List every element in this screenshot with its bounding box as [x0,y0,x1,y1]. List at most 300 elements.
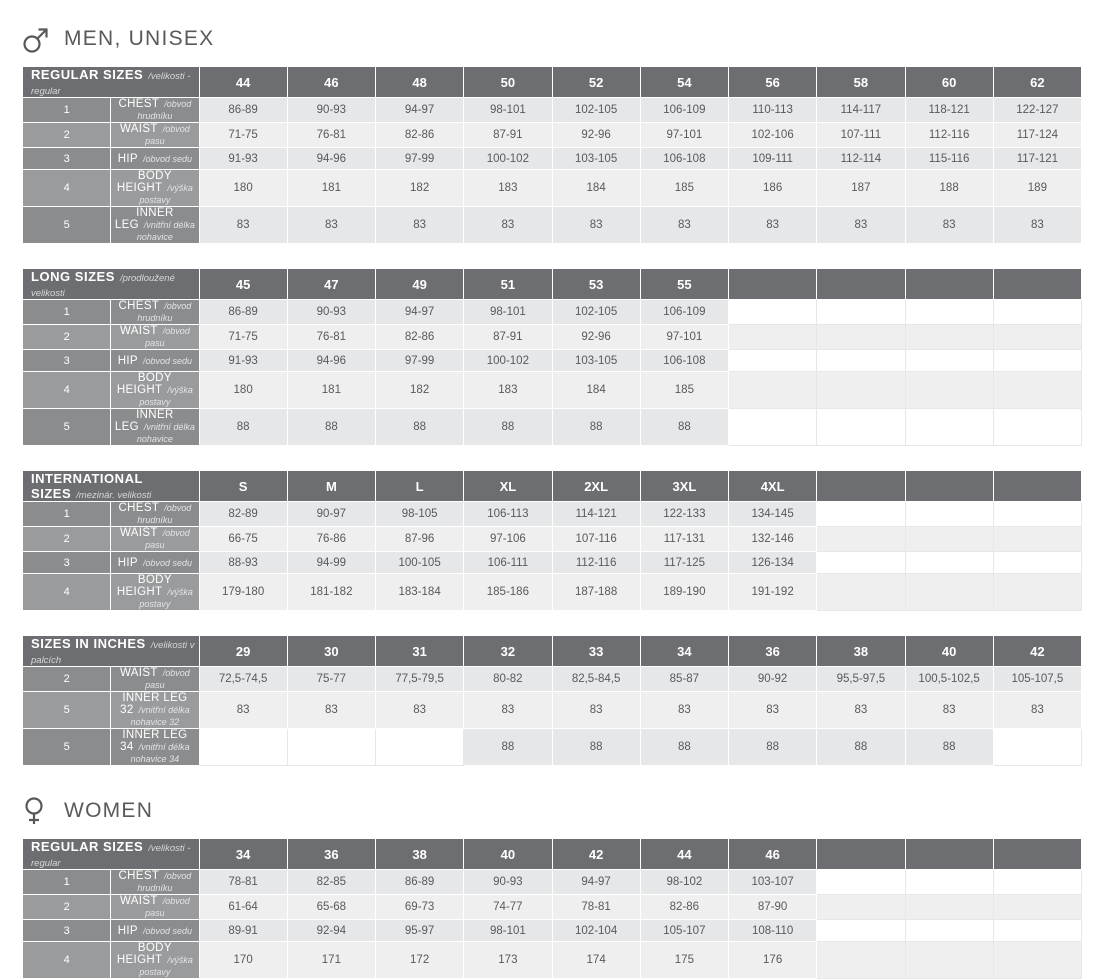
measure-value-cell: 103-105 [552,148,640,170]
size-column-header: 32 [464,636,552,667]
table-row [23,325,1082,350]
row-measure-label [111,942,199,979]
measure-name-cz: /výška postavy [139,587,193,609]
measure-value-cell: 83 [993,207,1081,244]
table-category [23,269,200,300]
measure-value-cell: 76-81 [287,123,375,148]
measure-value-cell: 106-108 [640,148,728,170]
measure-value-cell: 174 [552,942,640,979]
measure-value-cell [729,350,817,372]
row-measure-label [111,148,199,170]
measure-value-cell: 85-87 [640,667,728,692]
row-measure-label [111,170,199,207]
row-measure-label [111,409,199,446]
measure-value-cell [905,372,993,409]
size-column-header: XL [464,471,552,502]
size-column-header: 58 [817,67,905,98]
size-column-header [905,269,993,300]
category-sublabel: /velikosti - regular [31,71,191,97]
table-row [23,300,1082,325]
measure-value-cell: 87-96 [376,527,464,552]
measure-value-cell [817,920,905,942]
row-measure-label [111,98,199,123]
measure-name-cz: /výška postavy [139,385,193,407]
measure-value-cell: 184 [552,170,640,207]
size-table-men-international [22,470,1082,611]
size-column-header: L [376,471,464,502]
measure-value-cell: 98-102 [640,870,728,895]
table-header-row [23,839,1082,870]
measure-value-cell [729,409,817,446]
measure-value-cell: 188 [905,170,993,207]
measure-name: HIP [117,556,138,569]
measure-name: HIP [117,924,138,937]
measure-name-cz: /obvod hrudníku [137,301,192,323]
row-number: 3 [23,350,111,372]
measure-value-cell: 103-107 [729,870,817,895]
measure-value-cell [817,574,905,611]
size-column-header: 3XL [640,471,728,502]
measure-value-cell: 83 [376,692,464,729]
size-column-header: 51 [464,269,552,300]
size-column-header [905,839,993,870]
measure-name-cz: /obvod pasu [145,528,190,550]
measure-name-cz: /obvod pasu [145,326,190,348]
measure-value-cell: 183 [464,170,552,207]
measure-value-cell: 80-82 [464,667,552,692]
row-number: 2 [23,325,111,350]
row-measure-label [111,729,199,766]
measure-name-cz: /obvod pasu [145,896,190,918]
measure-name: INNER LEG [114,207,174,231]
measure-value-cell: 87-91 [464,123,552,148]
measure-value-cell: 122-127 [993,98,1081,123]
measure-name: WAIST [120,325,158,337]
measure-value-cell: 88 [552,729,640,766]
row-number: 1 [23,300,111,325]
size-column-header: 33 [552,636,640,667]
measure-value-cell: 189-190 [640,574,728,611]
measure-value-cell [729,372,817,409]
size-column-header: 34 [199,839,287,870]
row-number: 4 [23,372,111,409]
measure-value-cell [905,502,993,527]
measure-value-cell: 100-105 [376,552,464,574]
measure-value-cell: 191-192 [729,574,817,611]
measure-value-cell: 98-101 [464,98,552,123]
size-column-header: 50 [464,67,552,98]
measure-name: HIP [117,354,138,367]
measure-value-cell [817,870,905,895]
measure-value-cell: 88 [376,409,464,446]
table-category [23,839,200,870]
measure-name: INNER LEG [114,409,174,433]
measure-name-cz: /obvod hrudníku [137,503,192,525]
size-column-header: 29 [199,636,287,667]
measure-value-cell: 186 [729,170,817,207]
category-label: REGULAR SIZES [31,839,144,854]
measure-value-cell: 105-107 [640,920,728,942]
row-number: 1 [23,98,111,123]
measure-name: HIP [117,152,138,165]
measure-value-cell: 82-89 [199,502,287,527]
measure-value-cell [905,325,993,350]
measure-value-cell: 82-86 [376,123,464,148]
measure-name: BODY HEIGHT [116,942,172,966]
row-measure-label [111,372,199,409]
measure-value-cell: 83 [640,207,728,244]
measure-value-cell [993,502,1081,527]
measure-value-cell: 88 [640,729,728,766]
measure-value-cell: 106-109 [640,300,728,325]
measure-value-cell: 182 [376,170,464,207]
measure-value-cell: 117-124 [993,123,1081,148]
measure-value-cell: 83 [376,207,464,244]
measure-value-cell: 98-101 [464,920,552,942]
table-row [23,123,1082,148]
size-column-header: 40 [464,839,552,870]
measure-name: INNER LEG 32 [120,692,188,716]
table-category [23,636,200,667]
measure-name: WAIST [120,527,158,539]
measure-value-cell [376,729,464,766]
measure-value-cell: 86-89 [199,300,287,325]
measure-value-cell: 106-113 [464,502,552,527]
measure-value-cell: 181-182 [287,574,375,611]
table-row [23,895,1082,920]
table-row [23,98,1082,123]
measure-value-cell: 94-97 [376,98,464,123]
measure-name-cz: /obvod pasu [145,124,190,146]
measure-value-cell: 100-102 [464,350,552,372]
measure-value-cell: 175 [640,942,728,979]
measure-value-cell: 94-96 [287,350,375,372]
measure-value-cell: 87-90 [729,895,817,920]
measure-value-cell: 86-89 [199,98,287,123]
measure-value-cell: 97-101 [640,123,728,148]
row-measure-label [111,502,199,527]
row-number: 1 [23,502,111,527]
size-column-header: 40 [905,636,993,667]
measure-value-cell: 176 [729,942,817,979]
size-column-header [993,471,1081,502]
measure-value-cell: 102-104 [552,920,640,942]
size-table-men-long [22,268,1082,446]
measure-value-cell: 88 [729,729,817,766]
row-measure-label [111,552,199,574]
measure-value-cell: 117-125 [640,552,728,574]
measure-value-cell: 106-109 [640,98,728,123]
size-column-header: 45 [199,269,287,300]
category-label: SIZES IN INCHES [31,636,146,651]
measure-value-cell: 118-121 [905,98,993,123]
measure-name: CHEST [118,870,160,882]
measure-value-cell: 110-113 [729,98,817,123]
row-measure-label [111,692,199,729]
measure-value-cell: 184 [552,372,640,409]
size-column-header: 55 [640,269,728,300]
row-number: 5 [23,409,111,446]
section-title: MEN, UNISEX [64,27,215,50]
measure-value-cell: 117-131 [640,527,728,552]
size-column-header: 46 [729,839,817,870]
size-table-men-inches [22,635,1082,766]
measure-value-cell: 97-99 [376,350,464,372]
venus-icon [22,796,48,826]
measure-value-cell: 88 [552,409,640,446]
measure-value-cell: 189 [993,170,1081,207]
category-label: REGULAR SIZES [31,67,144,82]
measure-value-cell: 82-85 [287,870,375,895]
measure-value-cell [817,527,905,552]
measure-value-cell: 114-117 [817,98,905,123]
measure-value-cell [287,729,375,766]
measure-value-cell: 78-81 [552,895,640,920]
category-sublabel: /velikosti v palcích [31,640,195,666]
measure-value-cell: 107-111 [817,123,905,148]
measure-value-cell [905,527,993,552]
size-column-header: 44 [199,67,287,98]
row-measure-label [111,920,199,942]
table-row [23,527,1082,552]
measure-name-cz: /obvod pasu [145,668,190,690]
size-column-header: 4XL [729,471,817,502]
size-column-header: 47 [287,269,375,300]
measure-name-cz: /obvod hrudníku [137,99,192,121]
measure-value-cell: 76-81 [287,325,375,350]
measure-value-cell [905,870,993,895]
measure-value-cell: 115-116 [905,148,993,170]
measure-value-cell [993,350,1081,372]
measure-value-cell: 107-116 [552,527,640,552]
category-sublabel: /prodloužené velikosti [31,273,175,299]
measure-name: WAIST [120,895,158,907]
measure-value-cell: 171 [287,942,375,979]
measure-value-cell: 103-105 [552,350,640,372]
category-sublabel: /velikosti - regular [31,843,191,869]
table-header-row [23,636,1082,667]
table-row [23,148,1082,170]
measure-value-cell: 83 [464,207,552,244]
measure-value-cell: 83 [817,692,905,729]
measure-value-cell: 82-86 [640,895,728,920]
measure-value-cell: 91-93 [199,350,287,372]
category-label: LONG SIZES [31,269,115,284]
row-measure-label [111,123,199,148]
measure-value-cell: 102-105 [552,300,640,325]
measure-value-cell: 98-105 [376,502,464,527]
measure-value-cell: 90-93 [287,300,375,325]
measure-value-cell: 94-97 [552,870,640,895]
measure-value-cell: 83 [199,207,287,244]
size-column-header: S [199,471,287,502]
measure-value-cell: 114-121 [552,502,640,527]
measure-name-cz: /vnitřní délka nohavice [136,220,195,242]
measure-value-cell: 61-64 [199,895,287,920]
size-table-women-regular [22,838,1082,979]
measure-name: CHEST [118,300,160,312]
measure-name-cz: /obvod hrudníku [137,871,192,893]
measure-value-cell [817,300,905,325]
measure-value-cell [729,325,817,350]
measure-value-cell: 75-77 [287,667,375,692]
measure-value-cell: 105-107,5 [993,667,1081,692]
measure-value-cell: 94-99 [287,552,375,574]
row-measure-label [111,527,199,552]
size-column-header [817,471,905,502]
measure-name-cz: /obvod sedu [142,355,192,366]
measure-name: BODY HEIGHT [116,170,172,194]
table-row [23,574,1082,611]
measure-value-cell [817,552,905,574]
measure-value-cell: 97-99 [376,148,464,170]
measure-value-cell [817,325,905,350]
measure-value-cell: 88 [287,409,375,446]
size-column-header: 38 [817,636,905,667]
row-measure-label [111,870,199,895]
measure-value-cell: 82-86 [376,325,464,350]
measure-value-cell: 95,5-97,5 [817,667,905,692]
row-measure-label [111,300,199,325]
measure-value-cell [993,372,1081,409]
row-number: 5 [23,207,111,244]
measure-value-cell: 83 [905,207,993,244]
measure-value-cell: 78-81 [199,870,287,895]
measure-value-cell: 90-97 [287,502,375,527]
measure-value-cell: 97-101 [640,325,728,350]
measure-value-cell [905,300,993,325]
measure-name-cz: /výška postavy [139,183,193,205]
measure-value-cell: 83 [552,692,640,729]
measure-value-cell: 98-101 [464,300,552,325]
measure-value-cell [993,552,1081,574]
measure-value-cell: 179-180 [199,574,287,611]
measure-value-cell: 88 [464,729,552,766]
measure-value-cell: 90-92 [729,667,817,692]
size-column-header: 54 [640,67,728,98]
measure-name-cz: /vnitřní délka nohavice [136,422,195,444]
row-measure-label [111,207,199,244]
measure-value-cell [905,552,993,574]
measure-value-cell [199,729,287,766]
measure-value-cell: 90-93 [287,98,375,123]
table-row [23,692,1082,729]
mars-icon [22,24,48,54]
measure-value-cell: 77,5-79,5 [376,667,464,692]
measure-value-cell: 185-186 [464,574,552,611]
measure-value-cell: 183-184 [376,574,464,611]
table-row [23,350,1082,372]
table-row [23,920,1082,942]
measure-value-cell [993,729,1081,766]
row-number: 3 [23,148,111,170]
measure-value-cell: 94-97 [376,300,464,325]
table-row [23,207,1082,244]
measure-value-cell [993,409,1081,446]
size-column-header: 31 [376,636,464,667]
measure-value-cell: 187 [817,170,905,207]
category-sublabel: /mezinár. velikosti [76,490,152,501]
row-number: 1 [23,870,111,895]
measure-name-cz: /vnitřní délka nohavice 34 [130,742,190,764]
row-number: 4 [23,574,111,611]
size-column-header: 36 [729,636,817,667]
measure-value-cell: 92-94 [287,920,375,942]
category-label: INTERNATIONAL SIZES [31,471,143,501]
measure-value-cell: 100,5-102,5 [905,667,993,692]
measure-value-cell [993,920,1081,942]
measure-name-cz: /obvod sedu [142,153,192,164]
row-number: 2 [23,527,111,552]
measure-value-cell: 109-111 [729,148,817,170]
table-row [23,870,1082,895]
row-number: 2 [23,667,111,692]
measure-value-cell: 182 [376,372,464,409]
size-column-header: 53 [552,269,640,300]
table-row [23,667,1082,692]
measure-value-cell: 72,5-74,5 [199,667,287,692]
measure-value-cell: 74-77 [464,895,552,920]
size-column-header [729,269,817,300]
measure-name: INNER LEG 34 [120,729,188,753]
measure-value-cell: 71-75 [199,325,287,350]
table-row [23,942,1082,979]
measure-value-cell: 108-110 [729,920,817,942]
size-column-header: 62 [993,67,1081,98]
measure-value-cell: 87-91 [464,325,552,350]
measure-value-cell: 91-93 [199,148,287,170]
measure-value-cell: 65-68 [287,895,375,920]
measure-value-cell: 106-108 [640,350,728,372]
size-column-header: 42 [993,636,1081,667]
measure-value-cell: 71-75 [199,123,287,148]
measure-value-cell: 106-111 [464,552,552,574]
measure-value-cell: 88-93 [199,552,287,574]
measure-value-cell: 172 [376,942,464,979]
measure-value-cell [817,942,905,979]
row-number: 2 [23,895,111,920]
measure-value-cell: 83 [993,692,1081,729]
size-column-header [817,839,905,870]
measure-name-cz: /obvod sedu [142,925,192,936]
measure-value-cell [817,372,905,409]
size-column-header: 48 [376,67,464,98]
measure-value-cell: 83 [464,692,552,729]
measure-value-cell [817,409,905,446]
size-column-header: 34 [640,636,728,667]
row-measure-label [111,350,199,372]
size-column-header: M [287,471,375,502]
size-column-header: 38 [376,839,464,870]
table-category [23,67,200,98]
measure-value-cell [993,870,1081,895]
measure-value-cell: 83 [729,692,817,729]
measure-value-cell [993,895,1081,920]
size-column-header: 42 [552,839,640,870]
measure-name-cz: /obvod sedu [142,557,192,568]
measure-value-cell: 112-114 [817,148,905,170]
table-row [23,552,1082,574]
measure-value-cell: 122-133 [640,502,728,527]
measure-value-cell [993,300,1081,325]
measure-value-cell: 170 [199,942,287,979]
row-number: 3 [23,552,111,574]
size-column-header [905,471,993,502]
size-column-header: 60 [905,67,993,98]
size-column-header: 30 [287,636,375,667]
measure-value-cell: 76-86 [287,527,375,552]
table-header-row [23,67,1082,98]
